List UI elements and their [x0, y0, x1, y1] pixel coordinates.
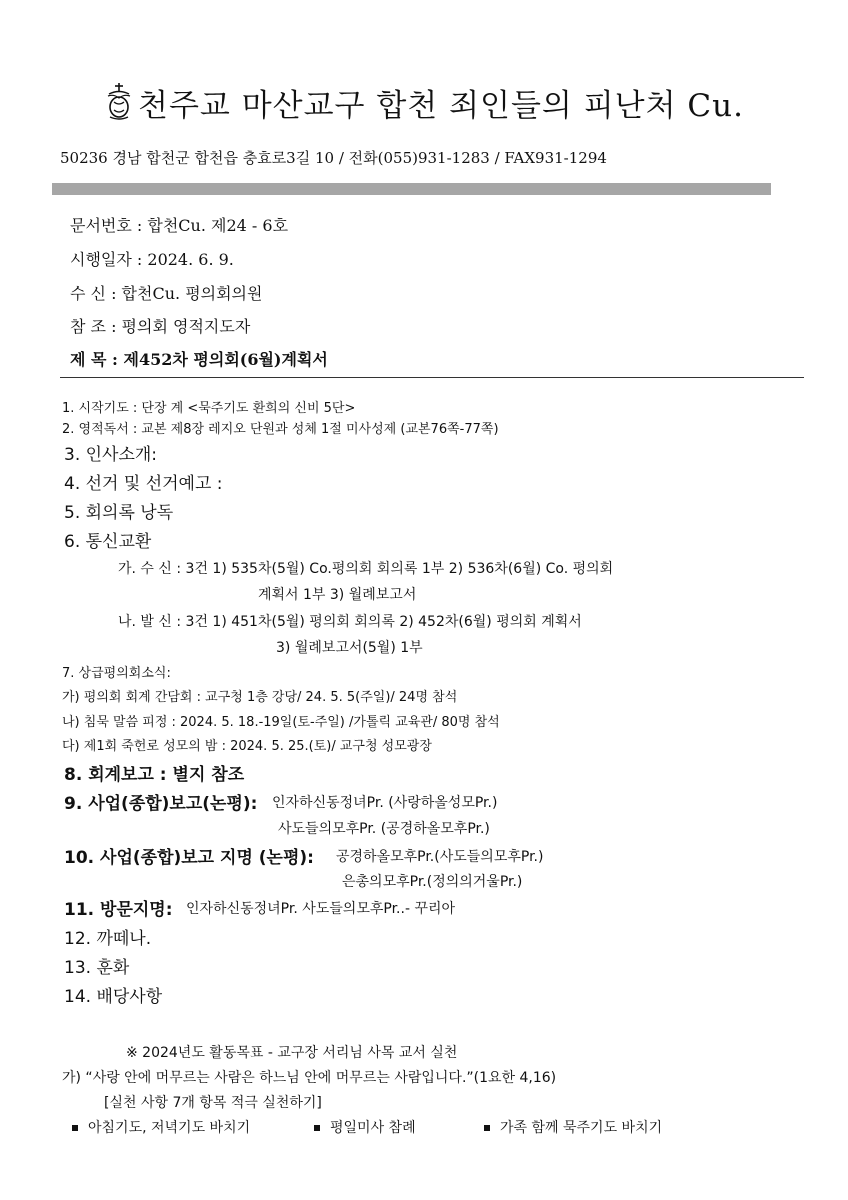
agenda-item-9-value-1: 인자하신동정녀Pr. (사랑하올성모Pr.): [272, 795, 498, 811]
church-seal-icon: [104, 82, 134, 120]
agenda-item-11-value: 인자하신동정녀Pr. 사도들의모후Pr..- 꾸리아: [186, 901, 456, 917]
issue-date: 시행일자 : 2024. 6. 9.: [70, 250, 234, 269]
goals-quote: 가) “사랑 안에 머무르는 사람은 하느님 안에 머무르는 사람입니다.”(1요한 4,16): [62, 1070, 557, 1086]
agenda-item-5: 5. 회의록 낭독: [64, 503, 174, 523]
agenda-item-3: 3. 인사소개:: [64, 445, 158, 465]
agenda-item-10-value-1: 공경하올모후Pr.(사도들의모후Pr.): [336, 849, 544, 865]
agenda-item-8: 8. 회계보고 : 별지 참조: [64, 765, 245, 785]
recipient: 수 신 : 합천Cu. 평의회의원: [70, 284, 263, 303]
doc-number: 문서번호 : 합천Cu. 제24 - 6호: [70, 216, 289, 235]
document-header: [0, 80, 848, 125]
agenda-item-9-value-2: 사도들의모후Pr. (공경하올모후Pr.): [278, 821, 490, 837]
goal-bullet-text: 평일미사 참례: [330, 1120, 416, 1136]
sent-line-2: 3) 월례보고서(5월) 1부: [276, 640, 423, 656]
page-title: 천주교 마산교구 합천 죄인들의 피난처 Cu.: [138, 88, 744, 124]
reference: 참 조 : 평의회 영적지도자: [70, 317, 251, 336]
received-line-2: 계획서 1부 3) 월례보고서: [258, 587, 417, 603]
square-bullet-icon: [72, 1125, 78, 1131]
agenda-item-7: 7. 상급평의회소식:: [62, 666, 171, 681]
senatus-news-c: 다) 제1회 죽헌로 성모의 밤 : 2024. 5. 25.(토)/ 교구청 성모광장: [62, 739, 432, 754]
goal-bullet-item: [314, 1117, 416, 1137]
header-divider-bar: [52, 183, 771, 195]
agenda-item-12: 12. 까떼나.: [64, 929, 152, 949]
agenda-item-14: 14. 배당사항: [64, 987, 163, 1007]
agenda-item-9-label: 9. 사업(종합)보고(논평):: [64, 794, 258, 814]
goals-subheading: [실천 사항 7개 항목 적극 실천하기]: [104, 1095, 322, 1111]
received-line-1: 가. 수 신 : 3건 1) 535차(5월) Co.평의회 회의록 1부 2) 536차(6월) Co. 평의회: [118, 561, 614, 577]
agenda-item-10-label: 10. 사업(종합)보고 지명 (논평):: [64, 848, 314, 868]
agenda-item-6: 6. 통신교환: [64, 532, 152, 552]
goal-bullet-text: 아침기도, 저녁기도 바치기: [88, 1120, 251, 1136]
agenda-item-11-label: 11. 방문지명:: [64, 900, 173, 920]
agenda-item-10-value-2: 은총의모후Pr.(정의의거울Pr.): [342, 874, 523, 890]
square-bullet-icon: [484, 1125, 490, 1131]
agenda-item-4: 4. 선거 및 선거예고 :: [64, 474, 223, 494]
address-line: 50236 경남 합천군 합천읍 충효로3길 10 / 전화(055)931-1283 / FAX931-1294: [60, 149, 607, 167]
subject: 제 목 : 제452차 평의회(6월)계획서: [70, 350, 328, 369]
square-bullet-icon: [314, 1125, 320, 1131]
sent-line-1: 나. 발 신 : 3건 1) 451차(5월) 평의회 회의록 2) 452차(6월) 평의회 계획서: [118, 614, 582, 630]
agenda-item-13: 13. 훈화: [64, 958, 130, 978]
senatus-news-b: 나) 침묵 말씀 피정 : 2024. 5. 18.-19일(토-주일) /가톨릭 교육관/ 80명 참석: [62, 715, 500, 730]
agenda-item-2: 2. 영적독서 : 교본 제8장 레지오 단원과 성체 1절 미사성제 (교본76쪽-77쪽): [62, 422, 499, 437]
goals-heading: ※ 2024년도 활동목표 - 교구장 서리님 사목 교서 실천: [126, 1045, 458, 1061]
meta-separator: [60, 377, 804, 378]
senatus-news-a: 가) 평의회 회계 간담회 : 교구청 1층 강당/ 24. 5. 5(주일)/ 24명 참석: [62, 690, 458, 705]
goal-bullet-text: 가족 함께 묵주기도 바치기: [500, 1120, 663, 1136]
goal-bullet-item: [72, 1117, 250, 1137]
goal-bullet-item: [484, 1117, 662, 1137]
agenda-item-1: 1. 시작기도 : 단장 계 <묵주기도 환희의 신비 5단>: [62, 401, 356, 416]
